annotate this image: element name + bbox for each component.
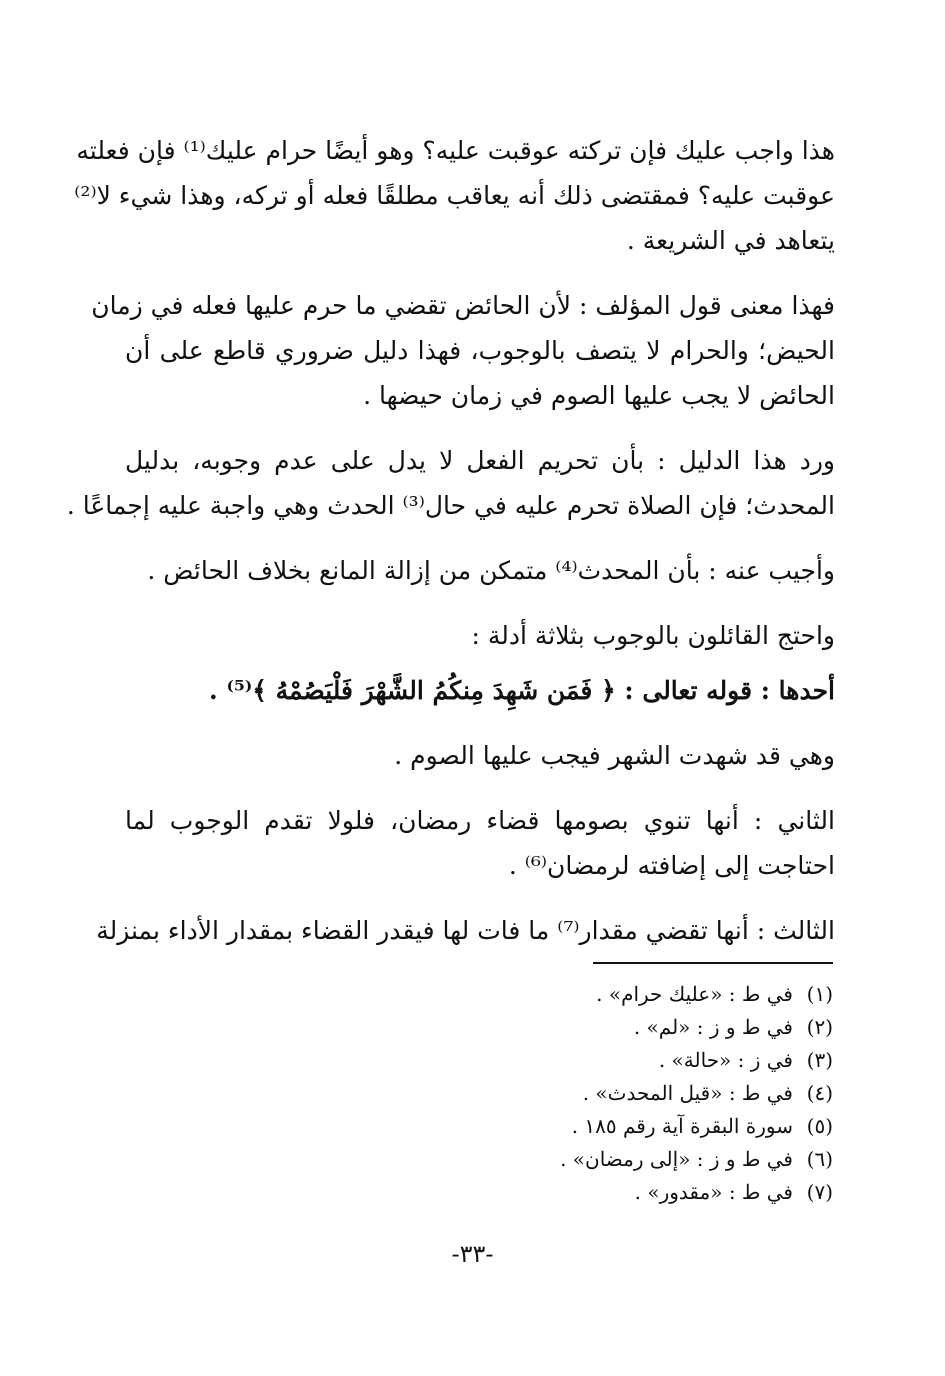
footnotes [560, 978, 833, 1209]
paragraph-2 [91, 283, 835, 418]
footnote-text: سورة البقرة آية رقم ١٨٥ . [571, 1114, 793, 1138]
text-line: فهذا معنى قول المؤلف : لأن الحائض تقضي ما حرم عليها فعله في زمان [91, 291, 835, 320]
text-line: ورد هذا الدليل : بأن تحريم الفعل لا يدل على عدم وجوبه، بدليل [125, 446, 835, 475]
text-line: الحيض؛ والحرام لا يتصف بالوجوب، فهذا دليل ضروري قاطع على أن [125, 336, 835, 365]
footnote-number: (٢) [806, 1015, 833, 1039]
footnote [560, 1110, 833, 1143]
paragraph-8 [125, 798, 835, 888]
footnote-text: في ط و ز : «لم» . [633, 1015, 793, 1039]
text-line: الثالث : أنها تقضي مقدار⁽⁷⁾ ما فات لها فيقدر القضاء بمقدار الأداء بمنزلة [96, 916, 835, 945]
footnote [560, 978, 833, 1011]
text-line: الثاني : أنها تنوي بصومها قضاء رمضان، فلولا تقدم الوجوب لما [125, 806, 835, 835]
text-line: هذا واجب عليك فإن تركته عوقبت عليه؟ وهو أيضًا حرام عليك⁽¹⁾ فإن فعلته [76, 136, 835, 165]
text-line: يتعاهد في الشريعة . [626, 226, 835, 255]
paragraph-4 [125, 548, 835, 593]
paragraph-1 [74, 128, 835, 263]
footnote-text: في ط : «قيل المحدث» . [582, 1081, 793, 1105]
footnote-text: في ط : «عليك حرام» . [596, 982, 793, 1006]
footnote-number: (٤) [806, 1081, 833, 1105]
footnote-text: في ط : «مقدور» . [634, 1180, 793, 1204]
paragraph-6 [125, 668, 835, 713]
text-line: الحائض لا يجب عليها الصوم في زمان حيضها . [363, 381, 835, 410]
footnote [560, 1077, 833, 1110]
paragraph-9 [96, 908, 835, 953]
footnote-number: (٣) [806, 1048, 833, 1072]
text-line: واحتج القائلون بالوجوب بثلاثة أدلة : [471, 621, 835, 650]
paragraph-7 [125, 733, 835, 778]
footnote-divider [593, 962, 833, 964]
text-line: احتاجت إلى إضافته لرمضان⁽⁶⁾ . [508, 851, 835, 880]
footnote-number: (٧) [806, 1180, 833, 1204]
footnote-number: (٥) [806, 1114, 833, 1138]
footnote-number: (٦) [806, 1147, 833, 1171]
text-line: المحدث؛ فإن الصلاة تحرم عليه في حال⁽³⁾ الحدث وهي واجبة عليه إجماعًا . [66, 491, 835, 520]
footnote-number: (١) [806, 982, 833, 1006]
text-line: عوقبت عليه؟ فمقتضى ذلك أنه يعاقب مطلقًا فعله أو تركه، وهذا شيء لا⁽²⁾ [74, 181, 835, 210]
footnote-text: في ط و ز : «إلى رمضان» . [560, 1147, 793, 1171]
paragraph-5 [125, 613, 835, 658]
text-line: وأجيب عنه : بأن المحدث⁽⁴⁾ متمكن من إزالة المانع بخلاف الحائض . [147, 556, 835, 585]
footnote [560, 1143, 833, 1176]
footnote [560, 1011, 833, 1044]
page-number: -٣٣- [451, 1240, 494, 1268]
footnote-text: في ز : «حالة» . [658, 1048, 793, 1072]
main-text [66, 128, 835, 973]
text-line: وهي قد شهدت الشهر فيجب عليها الصوم . [394, 741, 835, 770]
footnote [560, 1044, 833, 1077]
footnote [560, 1176, 833, 1209]
paragraph-3 [66, 438, 835, 528]
quran-verse-line: أحدها : قوله تعالى : ﴿ فَمَن شَهِدَ مِنكُمُ الشَّهْرَ فَلْيَصُمْهُ ﴾⁽⁵⁾ . [209, 676, 835, 705]
